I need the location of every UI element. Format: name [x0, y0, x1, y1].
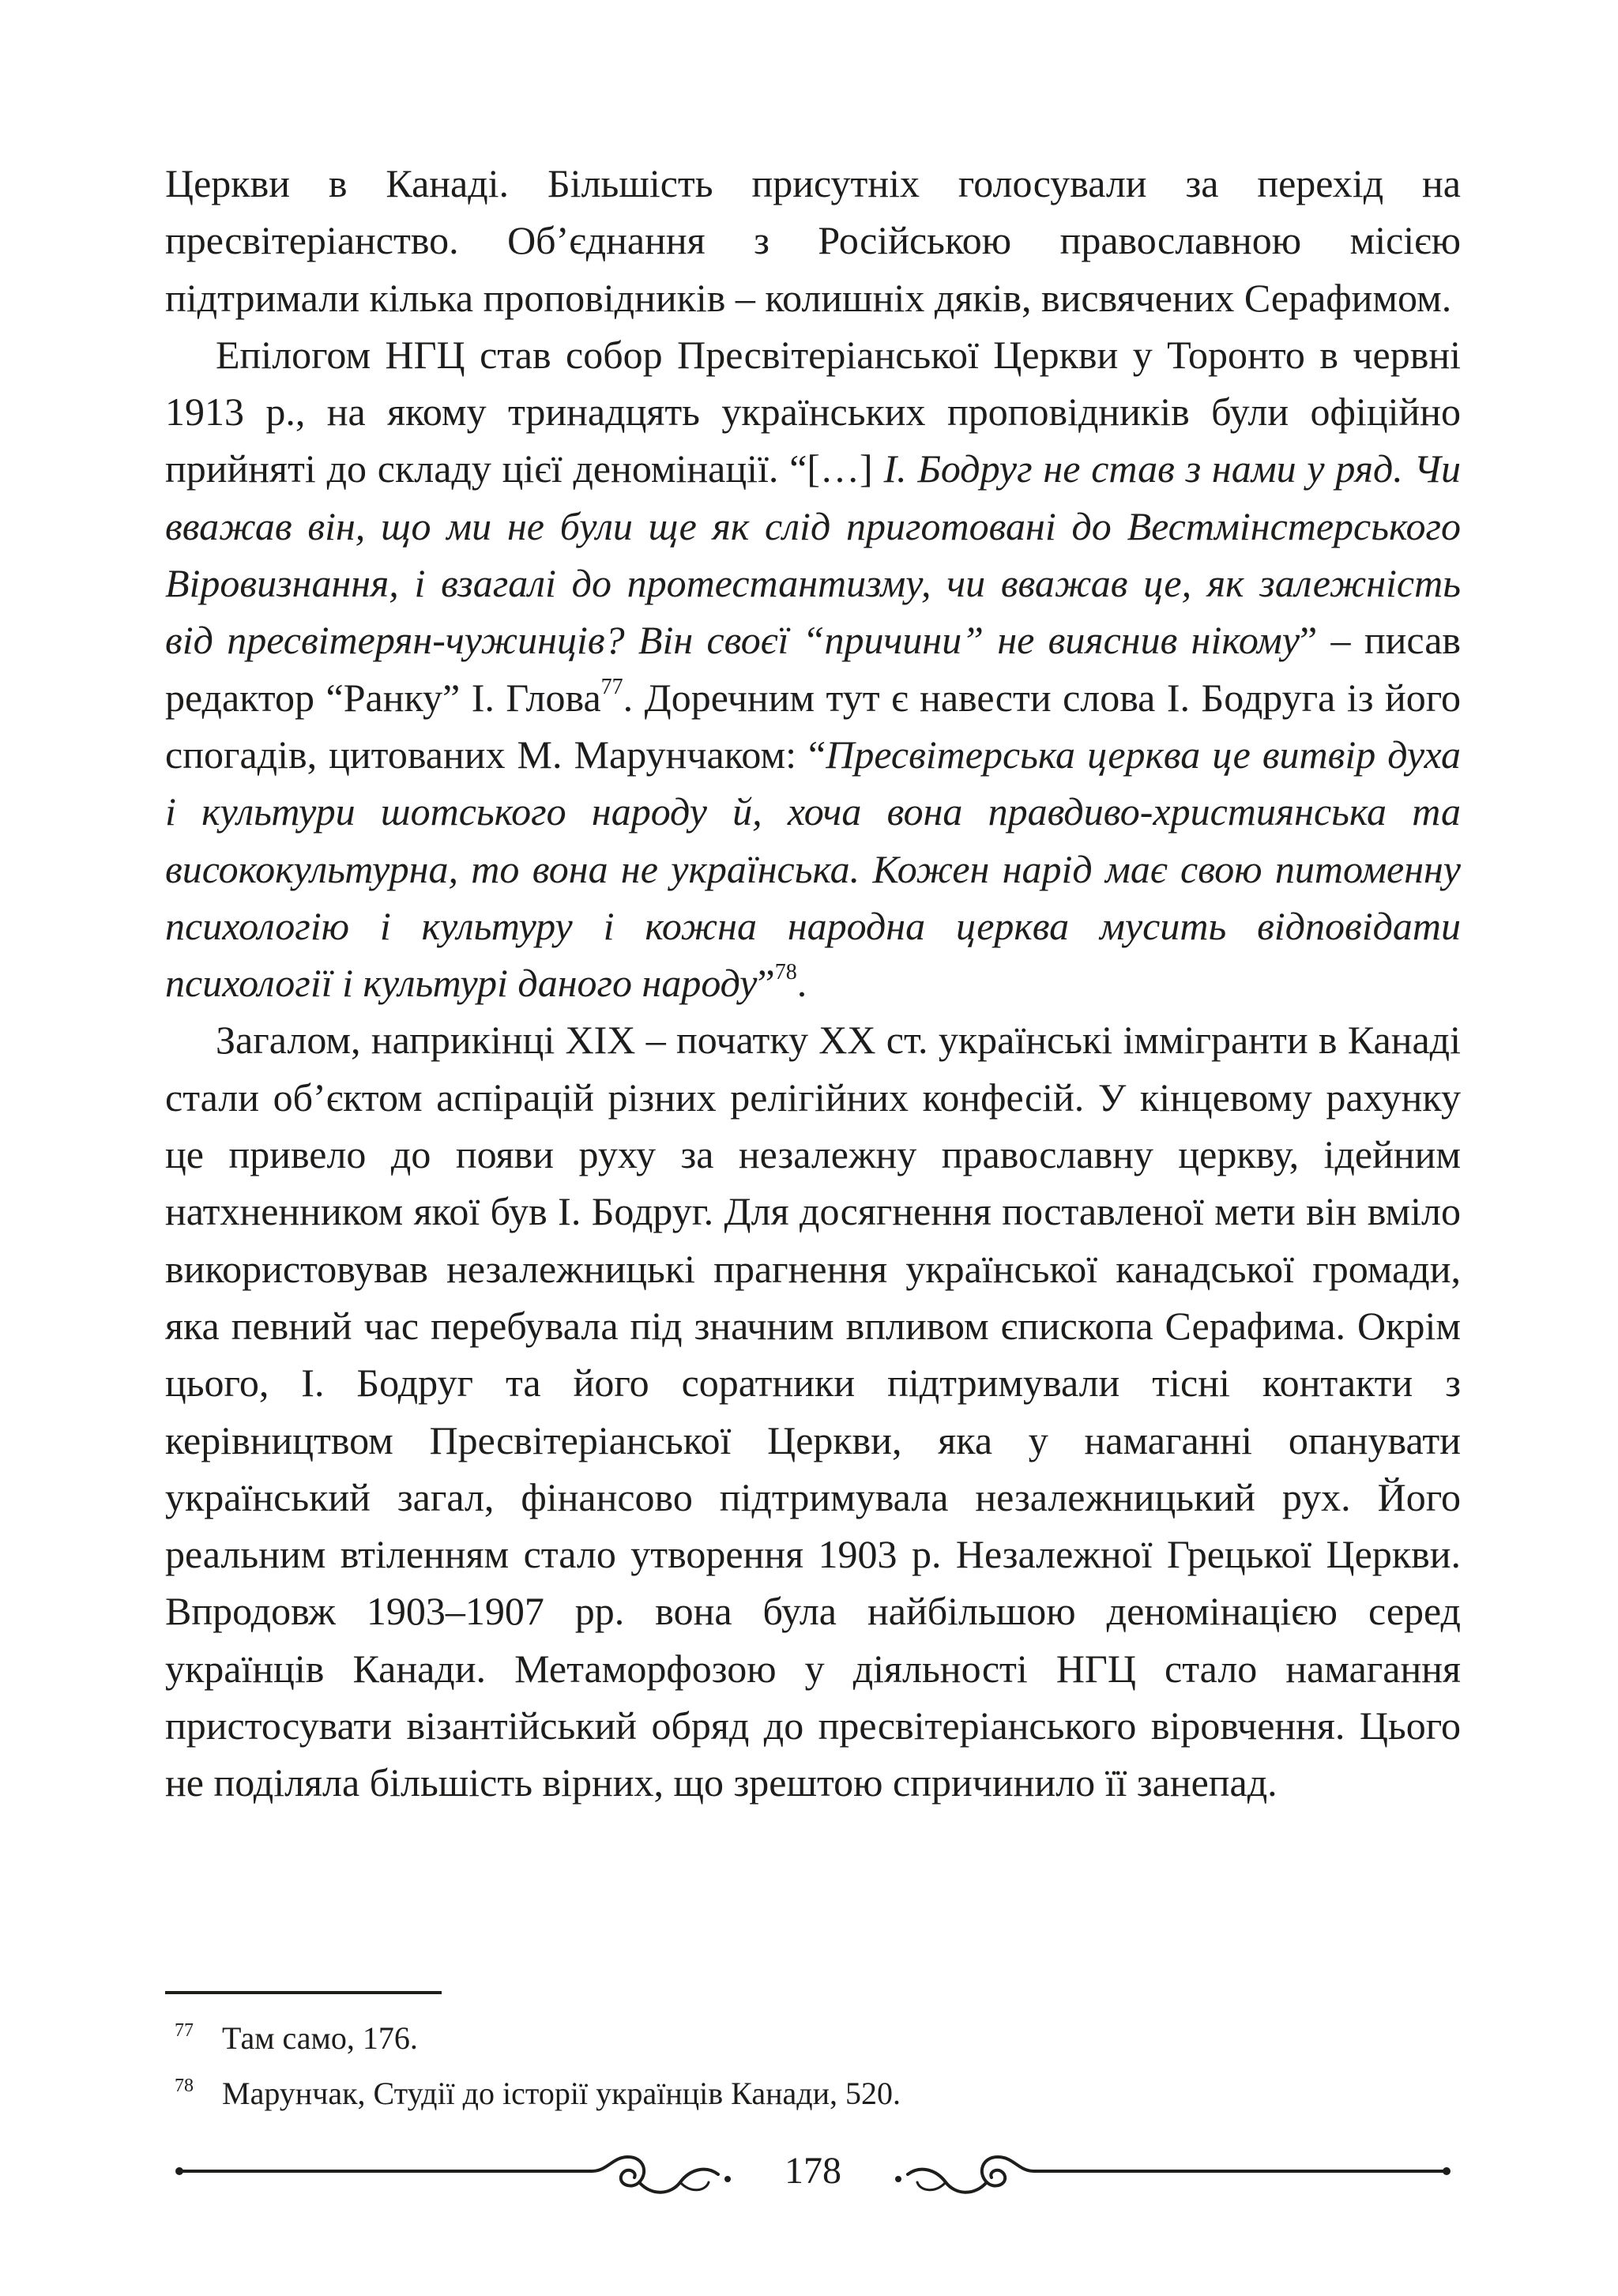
paragraph-2-text-c: ” – писав редактор “Ранку” І. Глова — [165, 618, 1461, 720]
paragraph-2-text-g: . — [796, 961, 807, 1006]
main-text — [165, 155, 1461, 1812]
paragraph-2-text-d: . Доречним тут є навести слова І. Бодруга із його спогадів, цитованих М. Марунчаком: “ — [165, 675, 1461, 777]
footnote-77 — [165, 2007, 1461, 2062]
page-number: 178 — [785, 2150, 841, 2192]
page-footer — [165, 2133, 1461, 2212]
footnote-78 — [165, 2062, 1461, 2117]
quote-bodrug-italic: І. Бодруг не став з нами у ряд. Чи вважав він, що ми не були ще як слід приготовані до Вестмінстерського Віровизнання, і взагалі до протестантизму, чи вважав це, як залежність від пресвітерян-чужинців? Він своєї “причини” не вияснив нікому — [165, 446, 1462, 663]
footnote-number: 77 — [175, 2020, 194, 2041]
quote-marunchak-italic: Пресвітерська церква це витвір духа і культури шотського народу й, хоча вона правдиво-християнська та висококультурна, то вона не українська. Кожен нарід має свою питоменну психологію і культуру і кожна народна церква мусить відповідати психології і культурі даного народу — [165, 732, 1461, 1006]
footnotes — [165, 2007, 1461, 2117]
footnote-number: 78 — [175, 2076, 194, 2096]
paragraph-2-text-f: ” — [757, 961, 775, 1006]
footnote-text: Марунчак, Студії до історії українців Канади, 520. — [222, 2076, 901, 2111]
footnote-text: Там само, 176. — [222, 2020, 418, 2056]
paragraph-3: Загалом, наприкінці XIX – початку XX ст. українські іммігранти в Канаді стали об’єктом аспірацій різних релігійних конфесій. У кінцевому рахунку це привело до появи руху за незалежну православну церкву, ідейним натхненником якої був І. Бодруг. Для досягнення поставленої мети він вміло використовував незалежницькі прагнення української канадської громади, яка певний час перебувала під значним впливом єпископа Серафима. Окрім цього, І. Бодруг та його соратники підтримували тісні контакти з керівництвом Пресвітеріанської Церкви, яка у намаганні опанувати український загал, фінансово підтримувала незалежницький рух. Його реальним втіленням стало утворення 1903 р. Незалежної Грецької Церкви. Впродовж 1903–1907 рр. вона була найбільшою деномінацією серед українців Канади. Метаморфозою у діяльності НГЦ стало намагання пристосувати візантійський обряд до пресвітеріанського віровчення. Цього не поділяла більшість вірних, що зрештою спричинило її занепад. — [165, 1018, 1461, 1805]
paragraph-2 — [165, 326, 1461, 1012]
paragraph-2-text-a: Епілогом НГЦ став собор Пресвітеріанської Церкви у Торонто в червні 1913 р., на якому тринадцять українських проповідників були офіційно прийняті до складу цієї деномінації. “[…] — [165, 332, 1461, 491]
footnote-separator — [165, 1991, 442, 1994]
footnote-ref-78: 78 — [774, 960, 797, 985]
footnote-ref-77: 77 — [600, 674, 623, 699]
paragraph-1: Церкви в Канаді. Більшість присутніх голосували за перехід на пресвітеріанство. Об’єднання з Російською православною місією підтримали кілька проповідників – колишніх дяків, висвячених Серафимом. — [165, 161, 1461, 320]
